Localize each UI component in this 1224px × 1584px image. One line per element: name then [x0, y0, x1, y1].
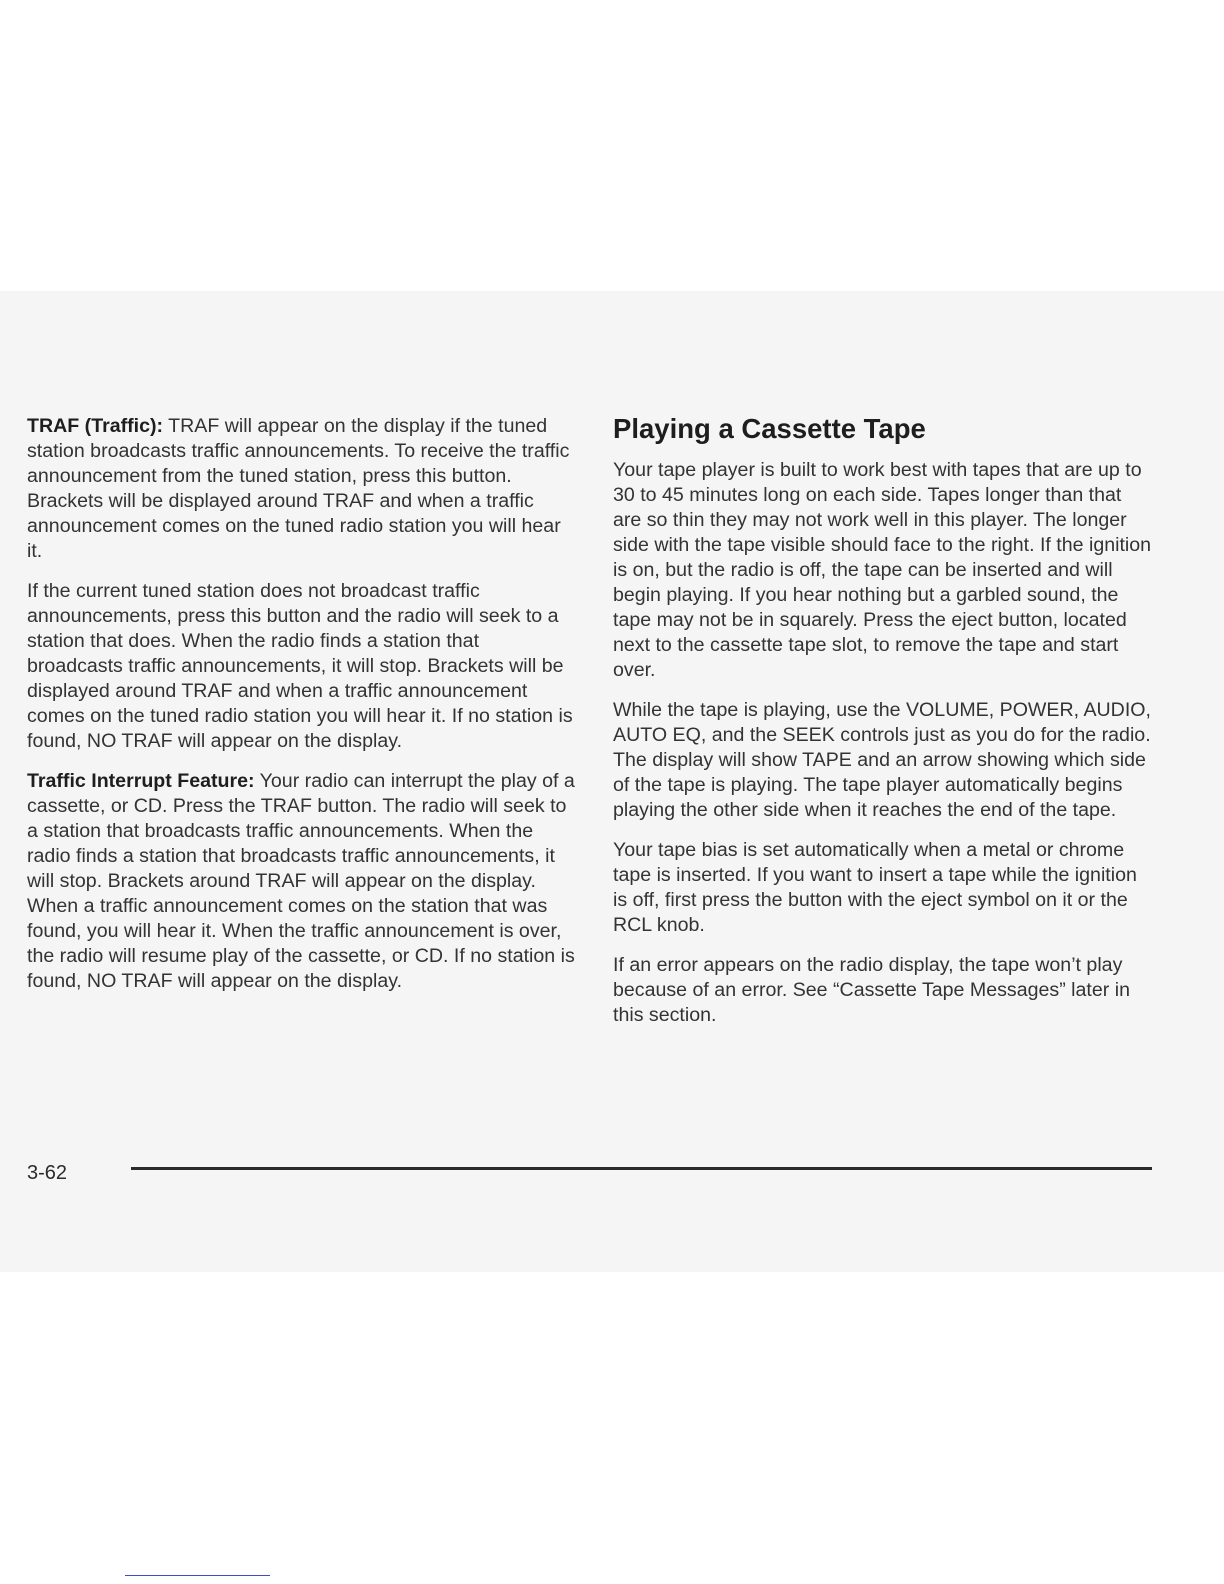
traffic-interrupt-text: Your radio can interrupt the play of a cassette, or CD. Press the TRAF button. The radio will seek to a station that broadcasts traffic announcements. When the radio finds a station that broadcasts traffic announcements, it will stop. Brackets around TRAF will appear on the display. When a traffic announcement comes on the station that was found, you will hear it. When the traffic announcement is over, the radio will resume play of the cassette, or CD. If no station is found, NO TRAF will appear on the display. [27, 770, 575, 992]
traf-term: TRAF (Traffic): [27, 415, 164, 437]
right-column [613, 458, 1153, 1043]
tape-error-paragraph: If an error appears on the radio display, the tape won’t play because of an error. See “Cassette Tape Messages” later in this section. [613, 954, 1130, 1026]
traf-paragraph [27, 414, 579, 564]
tape-bias-paragraph: Your tape bias is set automatically when a metal or chrome tape is inserted. If you want to insert a tape while the ignition is off, first press the button with the eject symbol on it or the RCL knob. [613, 839, 1137, 936]
traf-text: TRAF will appear on the display if the tuned station broadcasts traffic announcements. To receive the traffic announcement from the tuned station, press this button. Brackets will be displayed around TRAF and when a traffic announcement comes on the tuned radio station you will hear it. [27, 415, 570, 562]
traffic-interrupt-term: Traffic Interrupt Feature: [27, 770, 255, 792]
tape-controls-paragraph: While the tape is playing, use the VOLUME, POWER, AUDIO, AUTO EQ, and the SEEK controls just as you do for the radio. The display will show TAPE and an arrow showing which side of the tape is playing. The tape player automatically begins playing the other side when it reaches the end of the tape. [613, 699, 1151, 821]
tape-player-paragraph: Your tape player is built to work best with tapes that are up to 30 to 45 minutes long on each side. Tapes longer than that are so thin they may not work well in this player. The longer side with the tape visible should face to the right. If the ignition is on, but the radio is off, the tape can be inserted and will begin playing. If you hear nothing but a garbled sound, the tape may not be in squarely. Press the eject button, located next to the cassette tape slot, to remove the tape and start over. [613, 459, 1152, 681]
page-number: 3-62 [27, 1162, 68, 1184]
section-title: Playing a Cassette Tape [613, 413, 926, 444]
left-column [27, 414, 579, 1009]
traf-seek-paragraph: If the current tuned station does not broadcast traffic announcements, press this button and the radio will seek to a station that does. When the radio finds a station that broadcasts traffic announcements, it will stop. Brackets will be displayed around TRAF and when a traffic announcement comes on the tuned radio station you will hear it. If no station is found, NO TRAF will appear on the display. [27, 580, 573, 752]
traffic-interrupt-paragraph [27, 769, 579, 994]
footer-rule [131, 1167, 1152, 1170]
link-underline[interactable] [125, 1575, 270, 1576]
